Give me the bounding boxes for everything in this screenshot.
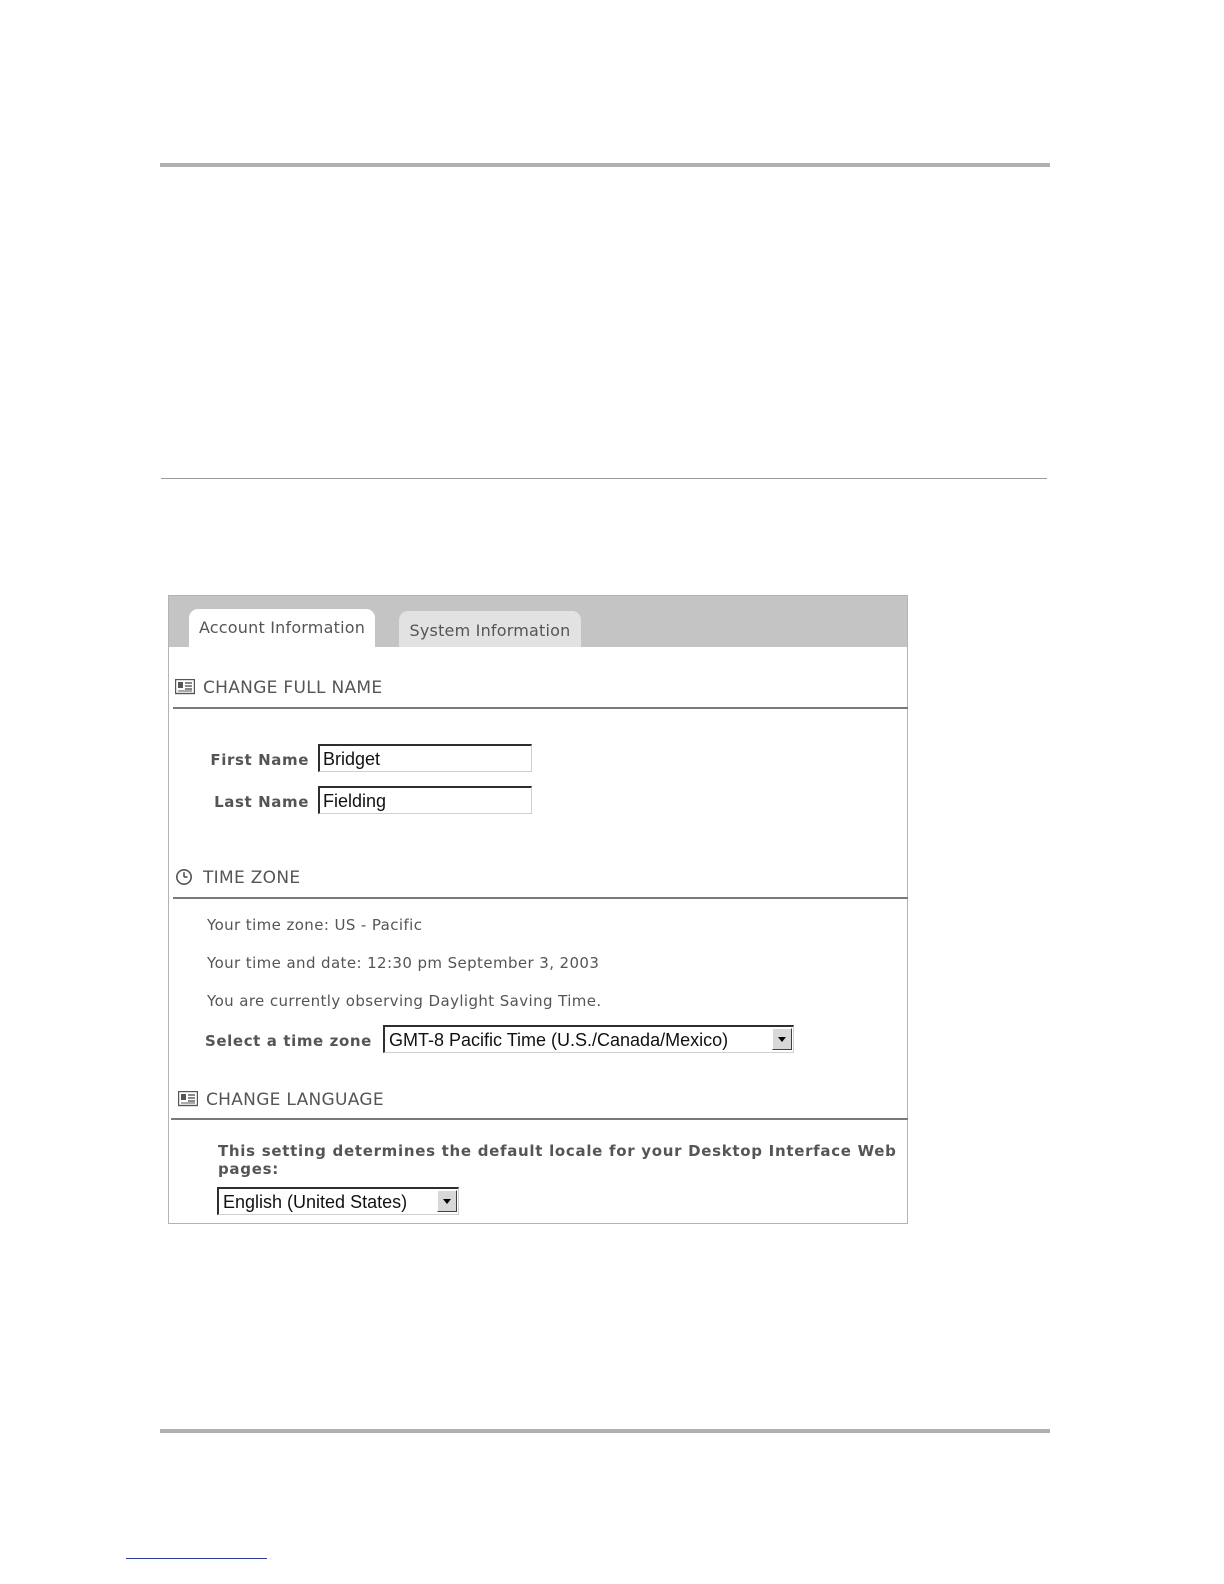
time-zone-select[interactable] [383, 1025, 794, 1053]
time-zone-select-label: Select a time zone [205, 1032, 372, 1050]
section-title-full-name: CHANGE FULL NAME [203, 678, 383, 698]
current-time-zone-text: Your time zone: US - Pacific [207, 916, 423, 934]
section-header-full-name [173, 676, 908, 700]
section-divider [173, 897, 908, 899]
id-card-icon [175, 679, 195, 695]
language-select-value: English (United States) [223, 1192, 408, 1212]
clock-icon [175, 869, 195, 885]
page-rule-bottom [160, 1429, 1050, 1433]
tab-account-information[interactable]: Account Information [189, 609, 375, 647]
page-rule-top [160, 163, 1050, 167]
time-zone-select-value: GMT-8 Pacific Time (U.S./Canada/Mexico) [389, 1030, 729, 1050]
first-name-field[interactable]: Bridget [318, 744, 532, 772]
section-title-language: CHANGE LANGUAGE [206, 1090, 384, 1110]
page-rule-middle [161, 478, 1047, 479]
id-card-icon [178, 1091, 198, 1107]
last-name-field[interactable]: Fielding [318, 786, 532, 814]
first-name-label: First Name [210, 751, 309, 769]
language-select[interactable] [217, 1187, 459, 1215]
daylight-saving-text: You are currently observing Daylight Saving Time. [207, 992, 602, 1010]
chevron-down-icon[interactable] [772, 1028, 792, 1050]
section-title-time-zone: TIME ZONE [203, 868, 301, 888]
section-divider [171, 1118, 908, 1120]
current-time-date-text: Your time and date: 12:30 pm September 3, 2003 [207, 954, 600, 972]
settings-panel [168, 595, 908, 1224]
last-name-label: Last Name [214, 793, 309, 811]
section-divider [173, 707, 908, 709]
tab-bar [169, 596, 907, 647]
chevron-down-icon[interactable] [437, 1190, 457, 1212]
footer-underline [126, 1558, 267, 1559]
section-header-time-zone [173, 866, 908, 890]
section-header-language [173, 1088, 908, 1112]
locale-description: This setting determines the default locale for your Desktop Interface Web pages: [218, 1142, 897, 1178]
tab-system-information[interactable]: System Information [399, 611, 581, 647]
